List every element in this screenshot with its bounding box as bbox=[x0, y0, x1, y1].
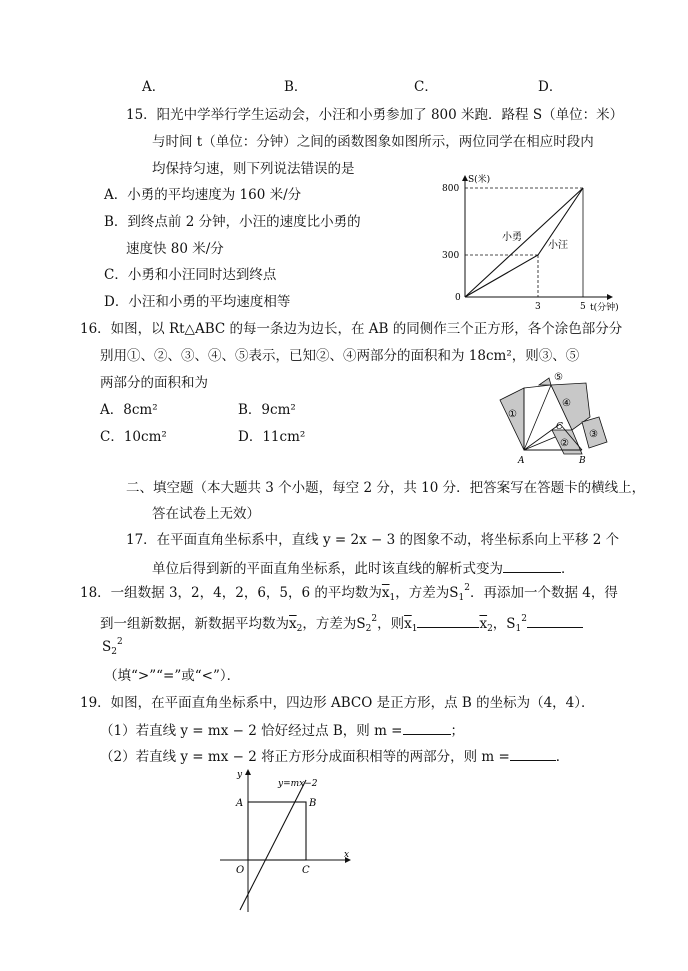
q18-line2-text-b: ，方差为 bbox=[302, 616, 357, 632]
q18-compare-var1-sub: 1 bbox=[515, 624, 522, 634]
q16-option-c: C．10cm² bbox=[100, 429, 167, 445]
q18-var1-symbol: S bbox=[449, 585, 459, 601]
section2-heading-line1: 二、填空题（本大题共 3 个小题，每空 2 分，共 10 分．把答案写在答题卡的横线上， bbox=[126, 480, 646, 496]
q15-option-c: C．小勇和小汪同时达到终点 bbox=[104, 267, 277, 283]
q18-compare-mean2-sub: 2 bbox=[487, 624, 493, 634]
q15-option-a: A．小勇的平均速度为 160 米/分 bbox=[104, 187, 302, 203]
q19-label-b: B bbox=[309, 798, 317, 809]
q19-x-axis-label: x bbox=[344, 850, 350, 860]
q18-compare-mean2: $\overline{x}$ bbox=[479, 616, 488, 632]
q16-label-c: C bbox=[556, 422, 563, 432]
q15-y-tick-800: 800 bbox=[442, 184, 460, 194]
q15-label-xiaowang: 小汪 bbox=[548, 240, 568, 251]
q16-option-d: D．11cm² bbox=[238, 429, 306, 445]
q18-mean2-sub: 2 bbox=[296, 624, 303, 634]
q18-compare-var2 bbox=[102, 638, 123, 656]
q18-line1 bbox=[80, 584, 618, 602]
q17-answer-blank[interactable] bbox=[503, 558, 561, 573]
q19-part2 bbox=[100, 746, 569, 766]
q19-y-axis-label: y bbox=[237, 770, 243, 780]
q18-var2-sub: 2 bbox=[365, 624, 372, 634]
q16-stem-line2: 别用①、②、③、④、⑤表示，已知②、④两部分的面积和为 18cm²，则③、⑤ bbox=[100, 348, 580, 364]
q19-part2-text: （2）若直线 y = mx − 2 将正方形分成面积相等的两部分，则 m = bbox=[100, 749, 510, 765]
q18-comma: ， bbox=[492, 616, 507, 632]
q15-x-tick-5: 5 bbox=[580, 302, 586, 312]
q19-label-c: C bbox=[302, 865, 310, 876]
q15-distance-time-graph bbox=[440, 172, 660, 314]
q18-compare-var2-sup: 2 bbox=[116, 637, 123, 647]
q19-label-a: A bbox=[236, 798, 244, 809]
q15-option-b-line1: B．到终点前 2 分钟，小汪的速度比小勇的 bbox=[104, 214, 361, 230]
q17-stem-line2 bbox=[152, 558, 575, 578]
q19-label-o: O bbox=[236, 865, 245, 876]
q18-line2-text-a: 到一组新数据，新数据平均数为 bbox=[100, 616, 289, 632]
q14-option-b: B． bbox=[284, 79, 308, 95]
q16-label-2: ② bbox=[560, 438, 569, 449]
q18-var2-symbol: S bbox=[356, 616, 366, 632]
q18-var2-sup: 2 bbox=[371, 614, 378, 624]
q16-stem-line1: 16．如图，以 Rt△ABC 的每一条边为边长，在 AB 的同侧作三个正方形，各个涂色部分分 bbox=[80, 321, 623, 337]
q18-line1-text-c: ．再添加一个数据 4，得 bbox=[469, 585, 618, 601]
q19-part1-blank[interactable] bbox=[403, 720, 451, 735]
q15-x-label: t(分钟) bbox=[590, 303, 619, 313]
q17-stem-line2-text: 单位后得到新的平面直角坐标系，此时该直线的解析式变为 bbox=[152, 561, 503, 577]
q18-line2-text-c: ，则 bbox=[377, 616, 405, 632]
q15-option-b-line2: 速度快 80 米/分 bbox=[126, 241, 224, 257]
q18-line1-text-b: ，方差为 bbox=[395, 585, 450, 601]
q15-stem-line2: 与时间 t（单位：分钟）之间的函数图象如图所示，两位同学在相应时段内 bbox=[152, 134, 594, 150]
q16-label-4: ④ bbox=[562, 398, 571, 409]
q19-line-mx-2 bbox=[240, 780, 306, 910]
q19-square-abco bbox=[248, 802, 306, 860]
q15-stem-line3: 均保持匀速，则下列说法错误的是 bbox=[152, 161, 355, 177]
q15-origin: 0 bbox=[455, 293, 461, 303]
q16-stem-line3: 两部分的面积和为 bbox=[100, 375, 208, 391]
q18-compare-var2-symbol: S bbox=[102, 639, 112, 655]
q18-compare-var2-sub: 2 bbox=[111, 647, 117, 657]
q18-compare-var1: S bbox=[506, 616, 516, 632]
q18-hint: （填“>”“=”或“<”）． bbox=[104, 668, 241, 684]
q19-part2-blank[interactable] bbox=[510, 746, 556, 761]
q16-squares-figure bbox=[494, 372, 614, 468]
q15-option-d: D．小汪和小勇的平均速度相等 bbox=[104, 294, 291, 310]
q16-region-5 bbox=[539, 378, 551, 385]
q19-part1-text: （1）若直线 y = mx − 2 恰好经过点 B，则 m = bbox=[100, 723, 403, 739]
q18-compare-var1-sup: 2 bbox=[521, 614, 528, 624]
q16-label-3: ③ bbox=[589, 429, 598, 440]
q18-mean-compare-blank[interactable] bbox=[417, 613, 479, 628]
q16-label-5: ⑤ bbox=[554, 372, 563, 383]
q15-y-label: S(米) bbox=[468, 175, 491, 185]
q18-var1-sup: 2 bbox=[464, 583, 470, 593]
q17-period: ． bbox=[561, 561, 575, 577]
section2-heading-line2: 答在试卷上无效） bbox=[152, 506, 260, 522]
q18-variance-compare-blank[interactable] bbox=[527, 613, 583, 628]
q14-option-d: D． bbox=[538, 79, 563, 95]
q14-option-a: A． bbox=[142, 79, 166, 95]
q18-var1-sub: 1 bbox=[458, 593, 465, 603]
q16-option-b: B．9cm² bbox=[238, 402, 296, 418]
q16-label-a: A bbox=[518, 456, 525, 466]
q16-option-a: A．8cm² bbox=[100, 402, 158, 418]
q19-part1-end: ； bbox=[450, 723, 464, 739]
q18-mean1-symbol: $\overline{x}$ bbox=[381, 585, 390, 601]
q18-compare-mean1-sub: 1 bbox=[411, 624, 418, 634]
q18-compare-mean1: $\overline{x}$ bbox=[404, 616, 412, 632]
q18-line2 bbox=[100, 613, 583, 633]
q19-part1 bbox=[100, 720, 464, 740]
q19-line-label: y=mx−2 bbox=[278, 779, 318, 789]
q14-option-c: C． bbox=[414, 79, 438, 95]
q16-label-b: B bbox=[579, 456, 586, 466]
q19-stem: 19．如图，在平面直角坐标系中，四边形 ABCO 是正方形，点 B 的坐标为（4，4）． bbox=[80, 695, 595, 711]
q18-line1-text-a: 18．一组数据 3，2，4，2，6，5，6 的平均数为 bbox=[80, 585, 382, 601]
q15-x-tick-3: 3 bbox=[535, 302, 541, 312]
q18-mean1-sub: 1 bbox=[389, 593, 396, 603]
q19-part2-end: ． bbox=[555, 749, 570, 765]
q16-label-1: ① bbox=[508, 409, 517, 420]
q19-square-figure bbox=[216, 766, 356, 914]
q15-stem-line1: 15．阳光中学举行学生运动会，小汪和小勇参加了 800 米跑．路程 S（单位：米） bbox=[126, 107, 624, 123]
q15-label-xiaoyong: 小勇 bbox=[502, 232, 522, 243]
q15-y-tick-300: 300 bbox=[442, 251, 460, 261]
q17-stem-line1: 17．在平面直角坐标系中，直线 y = 2x − 3 的图象不动，将坐标系向上平移 2 个 bbox=[126, 532, 620, 548]
q18-mean2-symbol: $\overline{x}$ bbox=[289, 616, 297, 632]
